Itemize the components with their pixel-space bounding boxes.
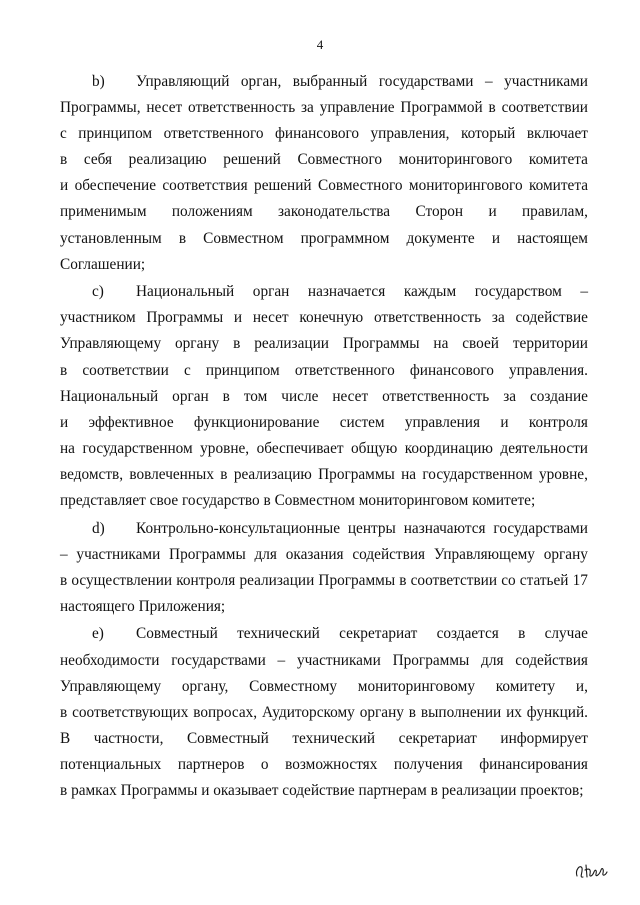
text-line: с принципом ответственного финансового управления, который включает (60, 125, 588, 143)
text-line: установленным в Совместном программном документе и настоящем (60, 229, 588, 247)
list-marker: b) (92, 73, 105, 90)
text-line: представляет свое государство в Совместном мониторинговом комитете; (60, 492, 536, 509)
text-line: Соглашении; (60, 255, 146, 273)
text-line: и эффективное функционирование систем управления и контроля (60, 413, 588, 431)
text-line: c) Национальный орган назначается каждым государством – (60, 279, 588, 305)
list-marker: c) (92, 283, 104, 301)
text-line: в осуществлении контроля реализации Программы в соответствии со статьей 17 (60, 571, 588, 589)
paragraph-d (60, 516, 588, 620)
document-body (60, 69, 588, 806)
text-line: – участниками Программы для оказания содействия Управляющему органу (60, 545, 588, 563)
text-line: d) Контрольно-консультационные центры назначаются государствами (60, 516, 588, 542)
list-marker: e) (92, 625, 104, 643)
text-line: и обеспечение соответствия решений Совместного мониторингового комитета (60, 177, 588, 195)
text-line: ведомств, вовлеченных в реализацию Программы на государственном уровне, (60, 465, 588, 483)
text-line: В частности, Совместный технический секретариат информирует (60, 729, 588, 747)
text-line: b) Управляющий орган, выбранный государствами – участниками (60, 69, 588, 95)
text-line: Управляющему органу, Совместному мониторинговому комитету и, (60, 677, 588, 695)
list-marker: d) (92, 519, 105, 537)
text-line: в рамках Программы и оказывает содействие партнерам в реализации проектов; (60, 782, 584, 800)
text-line: потенциальных партнеров о возможностях получения финансирования (60, 755, 588, 773)
paragraph-e (60, 621, 588, 804)
page-number: 4 (316, 37, 324, 52)
text-line: необходимости государствами – участниками Программы для содействия (60, 651, 588, 669)
handwritten-initials-signature (574, 856, 610, 882)
text-line: e) Совместный технический секретариат создается в случае (60, 621, 588, 647)
paragraph-b (60, 69, 588, 278)
text-line: в себя реализацию решений Совместного мониторингового комитета (60, 151, 588, 169)
text-line: на государственном уровне, обеспечивает общую координацию деятельности (60, 439, 588, 457)
text-line: Управляющему органу в реализации Программы на своей территории (60, 335, 588, 353)
text-line: настоящего Приложения; (60, 597, 226, 615)
text-line: Программы, несет ответственность за управление Программой в соответствии (60, 99, 588, 117)
text-line: Национальный орган в том числе несет ответственность за создание (60, 387, 588, 405)
text-line: в соответствии с принципом ответственного финансового управления. (60, 361, 588, 379)
text-line: применимым положениям законодательства Сторон и правилам, (60, 203, 588, 221)
text-line: в соответствующих вопросах, Аудиторскому органу в выполнении их функций. (60, 703, 588, 721)
paragraph-c (60, 279, 588, 514)
text-line: участником Программы и несет конечную ответственность за содействие (60, 309, 588, 327)
